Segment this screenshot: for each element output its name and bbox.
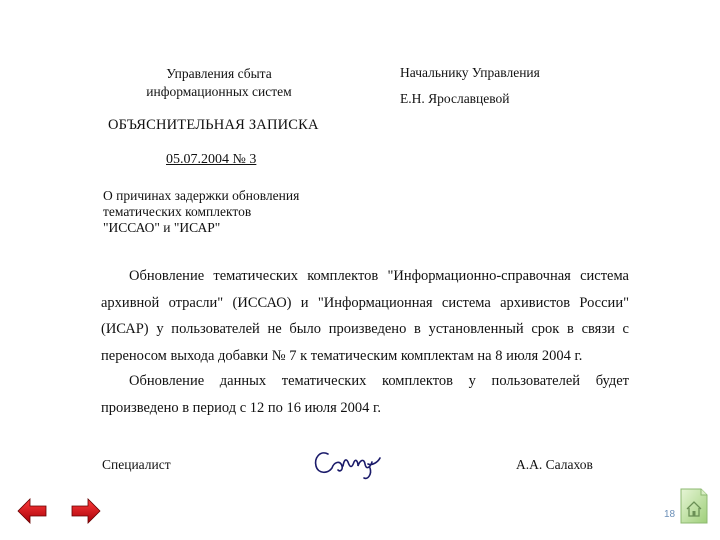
- document-date-number: 05.07.2004 № 3: [166, 152, 257, 167]
- forward-button[interactable]: [70, 497, 102, 530]
- red-left-arrow-icon: [16, 497, 48, 525]
- subject-line1: О причинах задержки обновления: [103, 188, 300, 203]
- handwritten-signature: [310, 440, 385, 487]
- sender-line2: информационных систем: [146, 84, 292, 99]
- home-button[interactable]: [679, 487, 709, 530]
- body-paragraph-2-text: Обновление данных тематических комплектов у пользователей будет произведено в период с 12 по 16 июля 2004 г.: [101, 373, 629, 416]
- signer-position: Специалист: [102, 457, 171, 472]
- subject-line3: "ИССАО" и "ИСАР": [103, 220, 221, 235]
- home-icon: [679, 487, 709, 525]
- body-paragraph-2: [101, 368, 629, 421]
- body-paragraph-1: [101, 263, 629, 369]
- page-number: 18: [664, 509, 676, 520]
- back-button[interactable]: [16, 497, 48, 530]
- recipient-line2: Е.Н. Ярославцевой: [400, 91, 510, 106]
- recipient-line1: Начальнику Управления: [400, 65, 540, 80]
- document-title: ОБЪЯСНИТЕЛЬНАЯ ЗАПИСКА: [108, 117, 319, 133]
- subject-line2: тематических комплектов: [103, 204, 252, 219]
- red-right-arrow-icon: [70, 497, 102, 525]
- sender-line1: Управления сбыта: [166, 66, 272, 81]
- body-paragraph-1-text: Обновление тематических комплектов "Информационно-справочная система архивной отрасли" (ИССАО) и "Информационная система архивистов России" (ИСАР) у пользователей не было произведено в установленный срок в связи с переносом выхода добавки № 7 к тематическим комплектам на 8 июля 2004 г.: [101, 268, 629, 364]
- signer-name: А.А. Салахов: [516, 457, 593, 472]
